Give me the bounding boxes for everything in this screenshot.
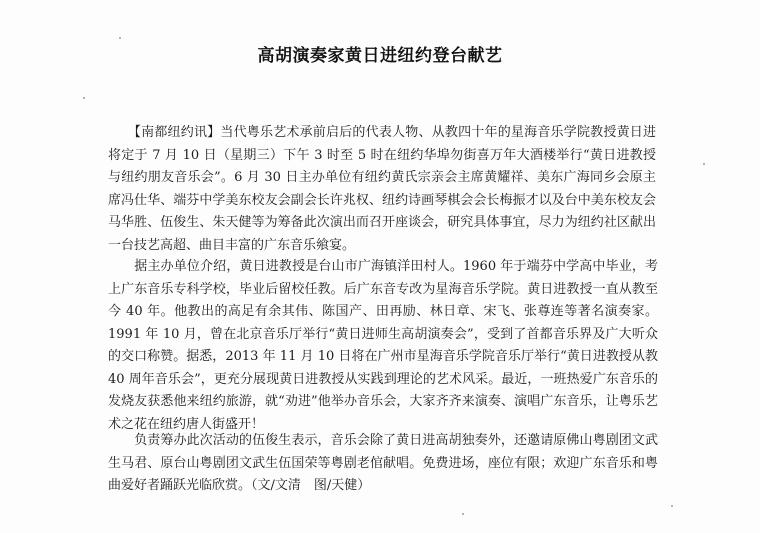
article-paragraph-1: 【南都纽约讯】当代粤乐艺术承前启后的代表人物、从教四十年的星海音乐学院教授黄日进将定于 7 月 10 日（星期三）下午 3 时至 5 时在纽约华埠勿街喜万年大酒楼举行“黄日进教授与纽约朋友音乐会”。6 月 30 日主办单位有纽约黄氏宗亲会主席黄耀祥、美东广海同乡会原主席冯仕华、端芬中学美东校友会副会长许兆权、纽约诗画琴棋会会长梅振才以及台中美东校友会马华胜、伍俊生、朱天健等为筹备此次演出而召开座谈会，研究具体事宜，尽力为纽约社区献出一台技艺高超、曲目丰富的广东音乐飨宴。: [108, 125, 656, 253]
scan-speck: [462, 513, 464, 515]
scan-speck: [671, 505, 673, 507]
article-paragraph-3: 负责筹办此次活动的伍俊生表示，音乐会除了黄日进高胡独奏外，还邀请原佛山粤剧团文武生马君、原台山粤剧团文武生伍国荣等粤剧老倌献唱。免费进场，座位有限；欢迎广东音乐和粤曲爱好者踊跃光临欣赏。（文/文清 图/天健）: [108, 433, 658, 493]
article-title: 高胡演奏家黄日进纽约登台献艺: [257, 46, 503, 66]
scan-speck: [119, 37, 121, 39]
scan-speck: [83, 97, 85, 99]
article-paragraph-2: 据主办单位介绍，黄日进教授是台山市广海镇洋田村人。1960 年于端芬中学高中毕业，考上广东音乐专科学校，毕业后留校任教。后广东音专改为星海音乐学院。黄日进教授一直从教至今 40 年。他教出的高足有余其伟、陈国产、田再励、林日章、宋飞、张尊连等著名演奏家。1991 年 10 月，曾在北京音乐厅举行“黄日进师生高胡演奏会”，受到了首都音乐界及广大听众的交口称赞。据悉，2013 年 11 月 10 日将在广州市星海音乐学院音乐厅举行“黄日进教授从教 40 周年音乐会”，更充分展现黄日进教授从实践到理论的艺术风采。最近，一班热爱广东音乐的发烧友获悉他来纽约旅游，就“劝进”他举办音乐会，大家齐齐来演奏、演唱广东音乐，让粤乐艺术之花在纽约唐人街盛开！: [108, 259, 658, 432]
scan-speck: [703, 163, 705, 165]
